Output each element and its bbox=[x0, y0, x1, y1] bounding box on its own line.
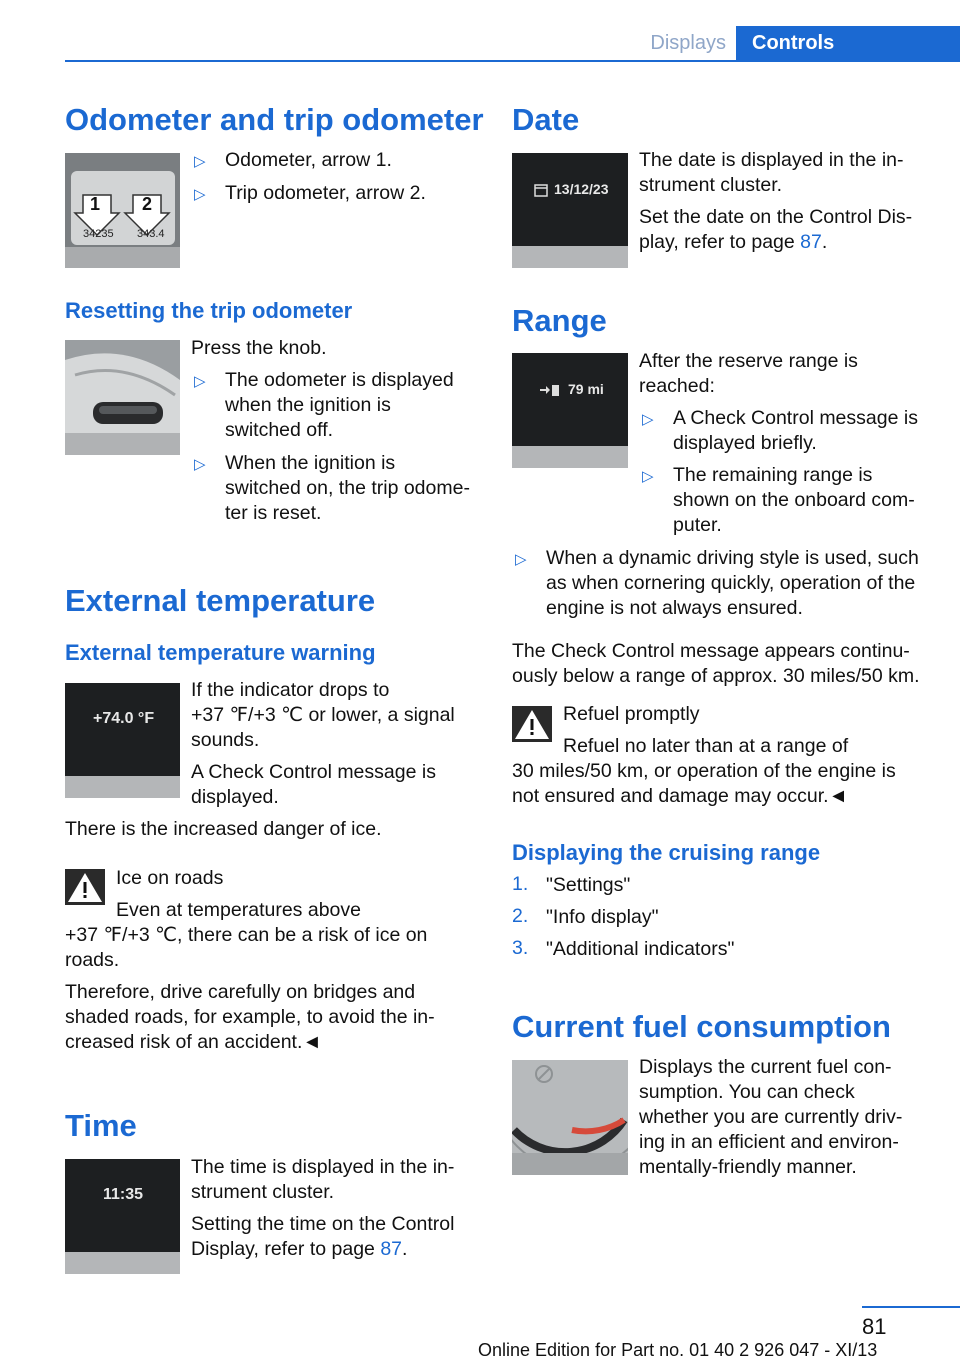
range-item-1-l2: displayed briefly. bbox=[673, 432, 817, 454]
heading-time: Time bbox=[65, 1108, 137, 1143]
fuel-l2: sumption. You can check bbox=[639, 1081, 855, 1103]
reset-item-2-l1: When the ignition is bbox=[225, 452, 396, 474]
ext-p2-l1: A Check Control message is bbox=[191, 761, 436, 783]
ext-p4-l2: shaded roads, for example, to avoid the in- bbox=[65, 1006, 435, 1028]
range-item-2-l2: shown on the onboard com- bbox=[673, 489, 915, 511]
knob-illustration bbox=[65, 340, 180, 455]
temperature-display-image bbox=[65, 683, 180, 798]
heading-date: Date bbox=[512, 102, 580, 137]
bullet-icon: ▷ bbox=[642, 468, 654, 485]
warning-icon bbox=[512, 706, 552, 742]
reset-item-1-l2: when the ignition is bbox=[225, 394, 391, 416]
bullet-icon: ▷ bbox=[194, 153, 206, 170]
arrow-1-label: 1 bbox=[90, 194, 101, 214]
refuel-warning-l2: 30 miles/50 km, or operation of the engine is bbox=[512, 760, 896, 782]
range-readout: 79 mi bbox=[568, 381, 604, 397]
ice-warning-l3: roads. bbox=[65, 949, 120, 971]
fuel-l5: mentally-friendly manner. bbox=[639, 1156, 857, 1178]
range-item-2-l1: The remaining range is bbox=[673, 464, 873, 486]
heading-reset-trip: Resetting the trip odometer bbox=[65, 298, 353, 323]
date-readout: 13/12/23 bbox=[554, 181, 609, 197]
step-number: 2. bbox=[512, 905, 529, 927]
refuel-warning-l1: Refuel no later than at a range of bbox=[563, 735, 849, 757]
ext-p1-l3: sounds. bbox=[191, 729, 260, 751]
date-display-image bbox=[512, 153, 628, 268]
step-number: 3. bbox=[512, 937, 529, 959]
heading-range: Range bbox=[512, 303, 607, 338]
reset-item-1-l3: switched off. bbox=[225, 419, 334, 441]
step-additional-indicators: "Additional indicators" bbox=[546, 938, 735, 960]
reset-intro: Press the knob. bbox=[191, 337, 327, 359]
date-p2-l1: Set the date on the Control Dis- bbox=[639, 206, 913, 228]
fuel-l1: Displays the current fuel con- bbox=[639, 1056, 892, 1078]
range-item-1-l1: A Check Control message is bbox=[673, 407, 918, 429]
date-p2-l2: play, refer to page 87. bbox=[639, 231, 828, 253]
range-intro-l1: After the reserve range is bbox=[639, 350, 858, 372]
time-p1-l2: strument cluster. bbox=[191, 1181, 335, 1203]
odometer-image bbox=[65, 153, 180, 268]
header-rule bbox=[65, 60, 960, 62]
bullet-icon: ▷ bbox=[642, 411, 654, 428]
temperature-readout: +74.0 °F bbox=[93, 710, 155, 727]
calendar-icon bbox=[534, 183, 548, 197]
odometer-item-2: Trip odometer, arrow 2. bbox=[225, 182, 426, 204]
ext-p4-l3: creased risk of an accident.◄ bbox=[65, 1031, 322, 1053]
fuel-gauge-illustration bbox=[512, 1060, 628, 1175]
page-87-link[interactable]: 87 bbox=[380, 1238, 403, 1260]
heading-fuel-consumption: Current fuel consumption bbox=[512, 1009, 891, 1044]
arrow-2-label: 2 bbox=[142, 194, 153, 214]
heading-odometer: Odometer and trip odometer bbox=[65, 102, 484, 137]
reset-item-2-l3: ter is reset. bbox=[225, 502, 322, 524]
ice-warning-title: Ice on roads bbox=[116, 867, 224, 889]
time-display-image bbox=[65, 1159, 180, 1274]
step-number: 1. bbox=[512, 873, 529, 895]
bullet-icon: ▷ bbox=[194, 186, 206, 203]
range-wide-l1: When a dynamic driving style is used, such bbox=[546, 547, 919, 569]
time-p2-l1: Setting the time on the Control bbox=[191, 1213, 455, 1235]
bullet-icon: ▷ bbox=[194, 373, 206, 390]
heading-cruising-range: Displaying the cruising range bbox=[512, 840, 821, 865]
range-wide-l3: engine is not always ensured. bbox=[546, 597, 803, 619]
ext-p3: There is the increased danger of ice. bbox=[65, 818, 382, 840]
reset-item-2-l2: switched on, the trip odome- bbox=[225, 477, 470, 499]
bullet-icon: ▷ bbox=[194, 456, 206, 473]
fuel-gauge-image bbox=[512, 1060, 628, 1175]
date-p1-l1: The date is displayed in the in- bbox=[639, 149, 904, 171]
fuel-range-icon bbox=[540, 383, 562, 397]
time-p1-l1: The time is displayed in the in- bbox=[191, 1156, 455, 1178]
range-item-2-l3: puter. bbox=[673, 514, 722, 536]
odometer-illustration bbox=[65, 153, 180, 268]
step-settings: "Settings" bbox=[546, 874, 631, 896]
range-check-l1: The Check Control message appears continu- bbox=[512, 640, 910, 662]
heading-external-temperature: External temperature bbox=[65, 583, 376, 618]
ext-p4-l1: Therefore, drive carefully on bridges and bbox=[65, 981, 416, 1003]
time-p2-l2: Display, refer to page 87. bbox=[191, 1238, 408, 1260]
refuel-warning-l3: not ensured and damage may occur.◄ bbox=[512, 785, 848, 807]
page-87-link[interactable]: 87 bbox=[800, 231, 822, 253]
step-info-display: "Info display" bbox=[546, 906, 659, 928]
fuel-l3: whether you are currently driv- bbox=[639, 1106, 903, 1128]
tab-controls[interactable]: Controls bbox=[736, 26, 960, 62]
ext-p1-l1: If the indicator drops to bbox=[191, 679, 390, 701]
page-number: 81 bbox=[862, 1314, 887, 1339]
range-check-l2: ously below a range of approx. 30 miles/50 km. bbox=[512, 665, 920, 687]
footer-edition: Online Edition for Part no. 01 40 2 926 047 - XI/13 bbox=[478, 1340, 878, 1360]
time-readout: 11:35 bbox=[103, 1186, 144, 1203]
date-p1-l2: strument cluster. bbox=[639, 174, 783, 196]
warning-icon bbox=[65, 869, 105, 905]
bullet-icon: ▷ bbox=[515, 551, 527, 568]
range-intro-l2: reached: bbox=[639, 375, 715, 397]
odometer-value: 34235 bbox=[83, 228, 114, 240]
ice-warning-l2: +37 ℉/+3 ℃, there can be a risk of ice on bbox=[65, 924, 428, 946]
tab-displays[interactable]: Displays bbox=[650, 32, 726, 54]
trip-value: 343.4 bbox=[137, 228, 165, 240]
knob-image bbox=[65, 340, 180, 455]
ext-p1-l2: +37 ℉/+3 ℃ or lower, a signal bbox=[191, 704, 455, 726]
reset-item-1-l1: The odometer is displayed bbox=[225, 369, 454, 391]
range-display-image bbox=[512, 353, 628, 468]
ext-p2-l2: displayed. bbox=[191, 786, 279, 808]
heading-ext-temp-warning: External temperature warning bbox=[65, 640, 376, 665]
ice-warning-l1: Even at temperatures above bbox=[116, 899, 361, 921]
refuel-warning-title: Refuel promptly bbox=[563, 703, 700, 725]
footer-rule bbox=[862, 1306, 960, 1308]
odometer-item-1: Odometer, arrow 1. bbox=[225, 149, 392, 171]
range-wide-l2: as when cornering quickly, operation of the bbox=[546, 572, 916, 594]
fuel-l4: ing in an efficient and environ- bbox=[639, 1131, 899, 1153]
